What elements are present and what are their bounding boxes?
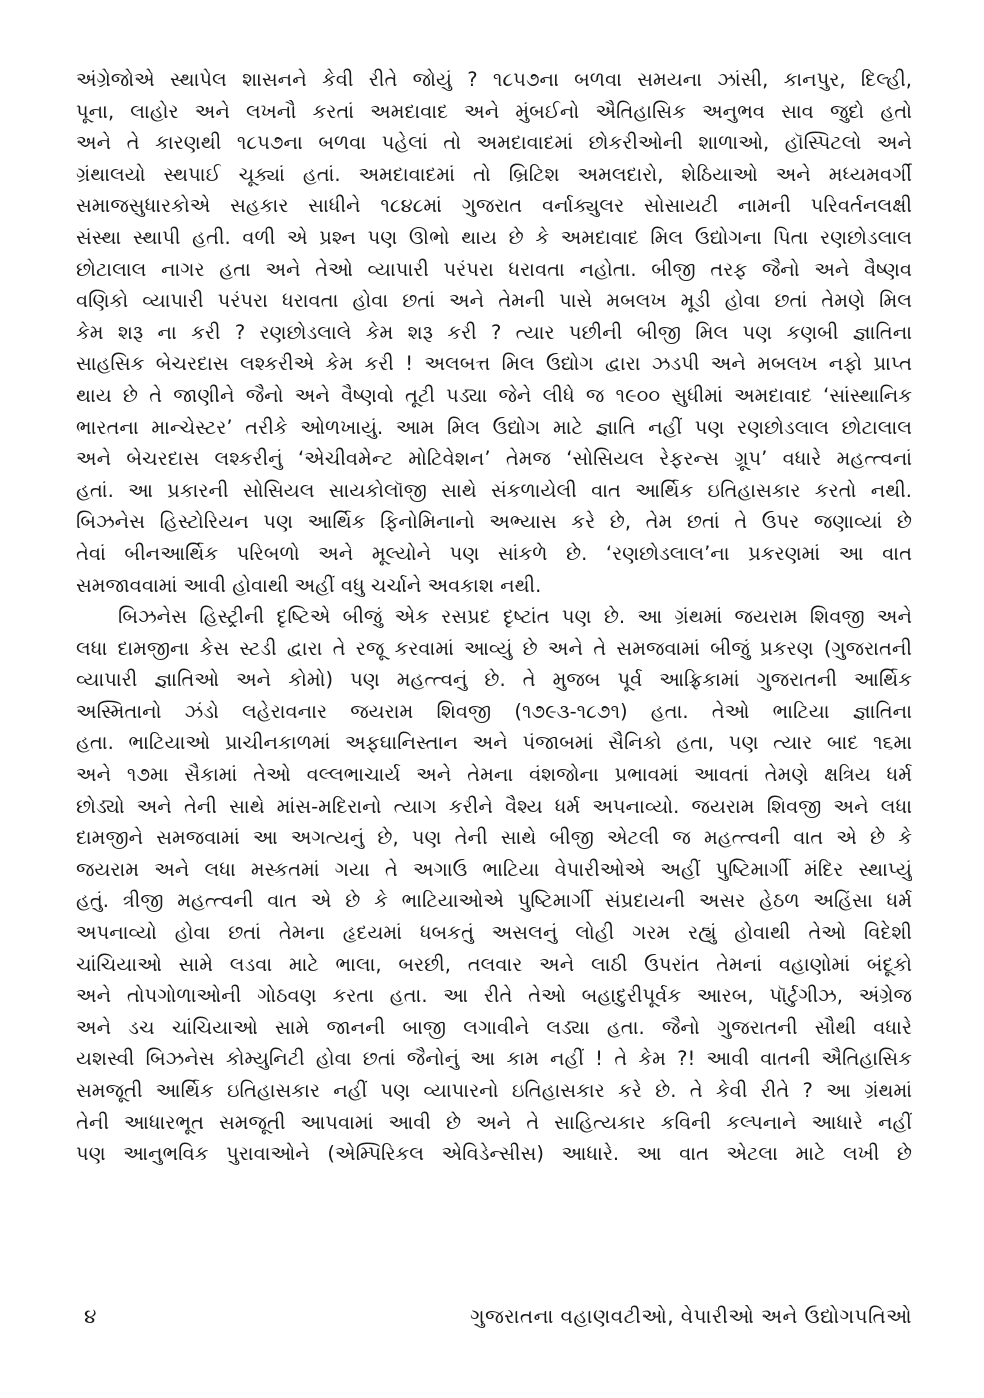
running-title: ગુજરાતના વહાણવટીઓ, વેપારીઓ અને ઉદ્યોગપતિઓ [469,1304,912,1328]
text-line: અને ડચ ચાંચિયાઓ સામે જાનની બાજી લગાવીને લડ્યા હતા. જૈનો ગુજરાતની સૌથી વધારે [76,1015,912,1039]
text-line: સાહસિક બેચરદાસ લશ્કરીએ કેમ કરી ! અલબત્ત મિલ ઉદ્યોગ દ્વારા ઝડપી અને મબલખ નફો પ્રાપ્ત [76,352,912,376]
text-line: પૂના, લાહોર અને લખનૌ કરતાં અમદાવાદ અને મુંબઈનો ઐતિહાસિક અનુભવ સાવ જુદો હતો [76,99,912,123]
text-line: અને તે કારણથી ૧૮૫૭ના બળવા પહેલાં તો અમદાવાદમાં છોકરીઓની શાળાઓ, હૉસ્પિટલો અને [76,131,912,155]
text-line: અને બેચરદાસ લશ્કરીનું ‘એચીવમેન્ટ મોટિવેશન’ તેમજ ‘સોસિયલ રેફરન્સ ગ્રૂપ’ વધારે મહત્ત્વનાં [76,447,912,471]
text-line: પણ આનુભવિક પુરાવાઓને (એમ્પિરિકલ એવિડેન્સીસ) આધારે. આ વાત એટલા માટે લખી છે [76,1142,912,1166]
text-line: છોટાલાલ નાગર હતા અને તેઓ વ્યાપારી પરંપરા ધરાવતા નહોતા. બીજી તરફ જૈનો અને વૈષ્ણવ [76,257,912,281]
text-line: સંસ્થા સ્થાપી હતી. વળી એ પ્રશ્ન પણ ઊભો થાય છે કે અમદાવાદ મિલ ઉદ્યોગના પિતા રણછોડલાલ [76,225,912,249]
text-line: ગ્રંથાલયો સ્થપાઈ ચૂક્યાં હતાં. અમદાવાદમાં તો બ્રિટિશ અમલદારો, શેઠિયાઓ અને મધ્યમવર્ગી [76,162,912,186]
text-line: અપનાવ્યો હોવા છતાં તેમના હૃદયમાં ધબકતું અસલનું લોહી ગરમ રહ્યું હોવાથી તેઓ વિદેશી [76,921,912,945]
text-line: થાય છે તે જાણીને જૈનો અને વૈષ્ણવો તૂટી પડ્યા જેને લીધે જ ૧૯૦૦ સુધીમાં અમદાવાદ ‘સાંસ્થાનિક [76,383,912,407]
page-number: ૪ [84,1304,97,1328]
text-line: બિઝનેસ હિસ્ટ્રીની દૃષ્ટિએ બીજું એક રસપ્રદ દૃષ્ટાંત પણ છે. આ ગ્રંથમાં જયરામ શિવજી અને [118,605,912,629]
text-line: છોડ્યો અને તેની સાથે માંસ-મદિરાનો ત્યાગ કરીને વૈશ્ય ધર્મ અપનાવ્યો. જયરામ શિવજી અને લધા [76,794,912,818]
page-footer [76,1296,912,1336]
text-line: જયરામ અને લધા મસ્કતમાં ગયા તે અગાઉ ભાટિયા વેપારીઓએ અહીં પુષ્ટિમાર્ગી મંદિર સ્થાપ્યું [76,857,912,881]
text-line: યશસ્વી બિઝનેસ કોમ્યુનિટી હોવા છતાં જૈનોનું આ કામ નહીં ! તે કેમ ?! આવી વાતની ઐતિહાસિક [76,1047,912,1071]
text-line: અને તોપગોળાઓની ગોઠવણ કરતા હતા. આ રીતે તેઓ બહાદુરીપૂર્વક આરબ, પૉર્ટુગીઝ, અંગ્રેજ [76,984,912,1008]
paragraph-2 [76,601,912,1170]
text-line: સમજૂતી આર્થિક ઇતિહાસકાર નહીં પણ વ્યાપારનો ઇતિહાસકાર કરે છે. તે કેવી રીતે ? આ ગ્રંથમાં [76,1079,912,1102]
text-line: અસ્મિતાનો ઝંડો લહેરાવનાર જયરામ શિવજી (૧૭૯૩-૧૮૭૧) હતા. તેઓ ભાટિયા જ્ઞાતિના [76,699,912,723]
paragraph-1 [76,64,912,601]
text-line: બિઝનેસ હિસ્ટોરિયન પણ આર્થિક ફિનોમિનાનો અભ્યાસ કરે છે, તેમ છતાં તે ઉપર જણાવ્યાં છે [76,510,912,534]
text-line: વ્યાપારી જ્ઞાતિઓ અને કોમો) પણ મહત્ત્વનું છે. તે મુજબ પૂર્વ આફ્રિકામાં ગુજરાતની આર્થિક [76,668,912,692]
text-line: અંગ્રેજોએ સ્થાપેલ શાસનને કેવી રીતે જોયું ? ૧૮૫૭ના બળવા સમયના ઝાંસી, કાનપુર, દિલ્હી, [76,68,912,91]
text-line: ભારતના માન્ચેસ્ટર’ તરીકે ઓળખાયું. આમ મિલ ઉદ્યોગ માટે જ્ઞાતિ નહીં પણ રણછોડલાલ છોટાલાલ [76,415,912,439]
text-line: સમાજસુધારકોએ સહકાર સાધીને ૧૮૪૮માં ગુજરાત વર્નાક્યુલર સોસાયટી નામની પરિવર્તનલક્ષી [76,194,912,218]
text-line: સમજાવવામાં આવી હોવાથી અહીં વધુ ચર્ચાને અવકાશ નથી. [76,573,542,597]
text-line: લધા દામજીના કેસ સ્ટડી દ્વારા તે રજૂ કરવામાં આવ્યું છે અને તે સમજવામાં બીજું પ્રકરણ (ગુજરાતની [76,636,912,660]
text-line: હતાં. આ પ્રકારની સોસિયલ સાયકોલૉજી સાથે સંકળાયેલી વાત આર્થિક ઇતિહાસકાર કરતો નથી. [76,478,912,502]
text-line: વણિકો વ્યાપારી પરંપરા ધરાવતા હોવા છતાં અને તેમની પાસે મબલખ મૂડી હોવા છતાં તેમણે મિલ [76,289,912,313]
text-line: તેવાં બીનઆર્થિક પરિબળો અને મૂલ્યોને પણ સાંકળે છે. ‘રણછોડલાલ’ના પ્રકરણમાં આ વાત [76,541,912,565]
text-line: કેમ શરૂ ના કરી ? રણછોડલાલે કેમ શરૂ કરી ? ત્યાર પછીની બીજી મિલ પણ કણબી જ્ઞાતિના [76,320,912,344]
text-line: હતું. ત્રીજી મહત્ત્વની વાત એ છે કે ભાટિયાઓએ પુષ્ટિમાર્ગી સંપ્રદાયની અસર હેઠળ અહિંસા ધર્મ [76,889,912,913]
text-line: તેની આધારભૂત સમજૂતી આપવામાં આવી છે અને તે સાહિત્યકાર કવિની કલ્પનાને આધારે નહીં [76,1110,912,1134]
text-line: અને ૧૭મા સૈકામાં તેઓ વલ્લભાચાર્ય અને તેમના વંશજોના પ્રભાવમાં આવતાં તેમણે ક્ષત્રિય ધર્મ [76,763,912,787]
page-body [76,64,912,1170]
text-line: દામજીને સમજવામાં આ અગત્યનું છે, પણ તેની સાથે બીજી એટલી જ મહત્ત્વની વાત એ છે કે [76,826,912,850]
text-line: ચાંચિયાઓ સામે લડવા માટે ભાલા, બરછી, તલવાર અને લાઠી ઉપરાંત તેમનાં વહાણોમાં બંદૂકો [76,952,912,976]
text-line: હતા. ભાટિયાઓ પ્રાચીનકાળમાં અફઘાનિસ્તાન અને પંજાબમાં સૈનિકો હતા, પણ ત્યાર બાદ ૧૬મા [76,731,912,755]
